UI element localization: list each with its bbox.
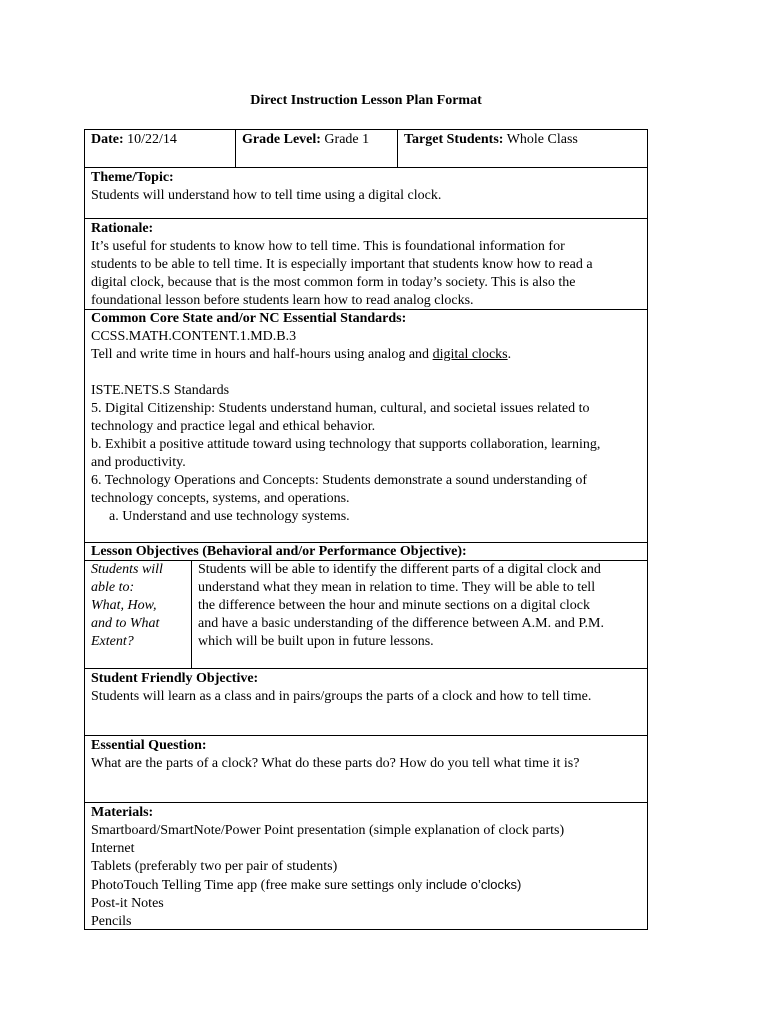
iste-subitem: a. Understand and use technology systems. [109,509,350,524]
grade-label: Grade Level: [242,132,321,147]
rationale-line: digital clock, because that is the most common form in today’s society. This is also the [91,275,576,290]
objectives-prompt-line: Extent? [91,634,134,649]
theme-text: Students will understand how to tell time using a digital clock. [91,188,442,203]
header-row [85,130,647,167]
date-cell [85,130,236,167]
rationale-line: students to be able to tell time. It is especially important that students know how to read a [91,257,593,272]
objectives-prompt [85,561,192,668]
essential-text: What are the parts of a clock? What do these parts do? How do you tell what time it is? [91,756,580,771]
rationale-section [85,218,647,309]
objectives-prompt-line: and to What [91,616,160,631]
standards-heading: Common Core State and/or NC Essential Standards: [91,311,407,326]
document-title: Direct Instruction Lesson Plan Format [250,93,482,108]
rationale-line: It’s useful for students to know how to tell time. This is foundational information for [91,239,565,254]
objectives-prompt-line: What, How, [91,598,157,613]
objectives-line: Students will be able to identify the different parts of a digital clock and [198,562,601,577]
theme-section [85,167,647,218]
date-value: 10/22/14 [127,132,177,147]
objectives-line: which will be built upon in future lessons. [198,634,434,649]
objectives-text [192,561,647,668]
target-cell [398,130,647,167]
target-value: Whole Class [506,132,578,147]
iste-line: technology concepts, systems, and operations. [91,491,350,506]
app-text-suffix: include o’clocks) [425,877,522,892]
theme-heading: Theme/Topic: [91,170,174,185]
target-label: Target Students: [404,132,504,147]
iste-line: 6. Technology Operations and Concepts: Students demonstrate a sound understanding of [91,473,588,488]
rationale-line: foundational lesson before students learn how to read analog clocks. [91,293,474,308]
objectives-prompt-line: Students will [91,562,163,577]
objectives-line: and have a basic understanding of the difference between A.M. and P.M. [198,616,605,631]
iste-line: and productivity. [91,455,186,470]
lesson-plan-table [84,129,648,930]
app-text: PhotoTouch Telling Time app (free make sure settings only [91,878,426,893]
materials-item: Smartboard/SmartNote/Power Point presentation (simple explanation of clock parts) [91,823,565,838]
objectives-heading: Lesson Objectives (Behavioral and/or Performance Objective): [91,544,467,559]
essential-section [85,735,647,802]
standards-desc-suffix: . [507,347,512,362]
essential-heading: Essential Question: [91,738,207,753]
objectives-prompt-line: able to: [91,580,135,595]
date-label: Date: [91,132,124,147]
objectives-row [85,560,647,668]
grade-cell [236,130,398,167]
materials-item: Internet [91,841,135,856]
materials-item: Tablets (preferably two per pair of students) [91,859,338,874]
materials-item: Post-it Notes [91,896,164,911]
standards-code: CCSS.MATH.CONTENT.1.MD.B.3 [91,329,297,344]
iste-line: b. Exhibit a positive attitude toward using technology that supports collaboration, learning, [91,437,601,452]
iste-line: technology and practice legal and ethical behavior. [91,419,376,434]
friendly-heading: Student Friendly Objective: [91,671,259,686]
digital-clocks-link[interactable]: digital clocks [432,347,508,362]
standards-section [85,309,647,542]
objectives-line: understand what they mean in relation to time. They will be able to tell [198,580,596,595]
materials-item: Pencils [91,914,132,929]
objectives-line: the difference between the hour and minute sections on a digital clock [198,598,590,613]
iste-line: 5. Digital Citizenship: Students understand human, cultural, and societal issues related to [91,401,590,416]
rationale-heading: Rationale: [91,221,154,236]
standards-desc-prefix: Tell and write time in hours and half-hours using analog and [91,347,433,362]
materials-item-app [91,876,647,895]
iste-title: ISTE.NETS.S Standards [91,383,230,398]
standards-description [91,346,647,364]
objectives-heading-row [85,542,647,560]
materials-heading: Materials: [91,805,154,820]
friendly-text: Students will learn as a class and in pairs/groups the parts of a clock and how to tell time. [91,689,592,704]
grade-value: Grade 1 [324,132,370,147]
materials-section [85,802,647,929]
friendly-section [85,668,647,735]
